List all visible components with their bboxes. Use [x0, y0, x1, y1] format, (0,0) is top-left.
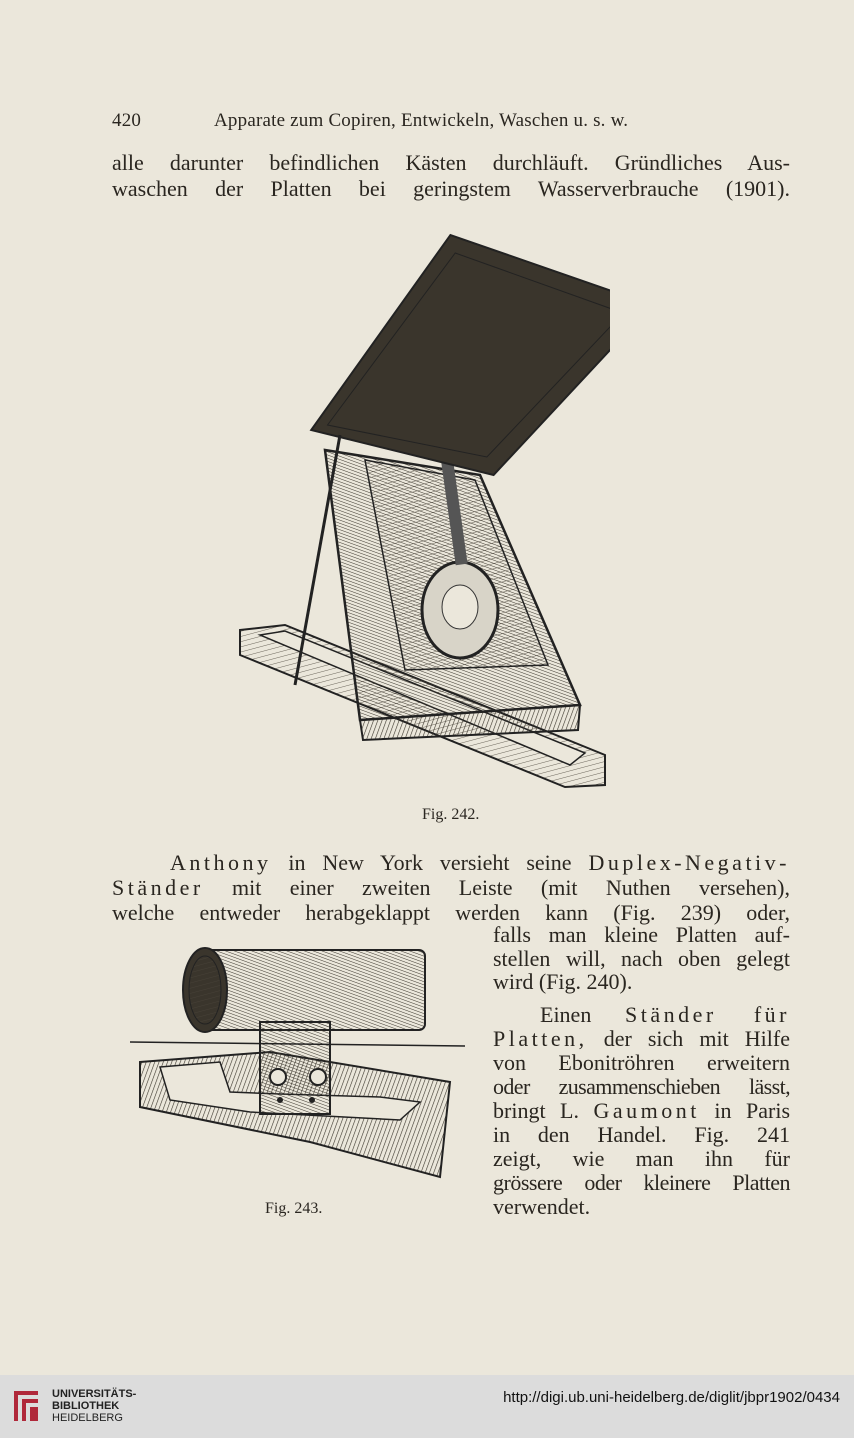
figure-242-illustration [230, 225, 610, 795]
gaumont-line-5: bringt L. Gaumont in Paris [493, 1098, 790, 1123]
library-name: UNIVERSITÄTS- BIBLIOTHEK HEIDELBERG [52, 1388, 137, 1424]
gaumont-line-6: in den Handel. Fig. 241 [493, 1122, 790, 1147]
figure-243-illustration [130, 942, 470, 1187]
anthony-line-5: stellen will, nach oben gelegt [493, 946, 790, 971]
gaumont-line-4: oder zusammenschieben lässt, [493, 1074, 790, 1099]
permalink-url[interactable]: http://digi.ub.uni-heidelberg.de/diglit/jbpr1902/0434 [503, 1389, 840, 1406]
viewer-footer [0, 1375, 854, 1438]
gaumont-line-2: Platten, der sich mit Hilfe [493, 1026, 790, 1051]
anthony-line-2: Ständer mit einer zweiten Leiste (mit Nuthen versehen), [112, 875, 790, 900]
anthony-line-6: wird (Fig. 240). [493, 969, 633, 994]
gaumont-line-1: Einen Ständer für [540, 1002, 790, 1027]
running-title: Apparate zum Copiren, Entwickeln, Waschen u. s. w. [214, 110, 629, 131]
gaumont-line-3: von Ebonitröhren erweitern [493, 1050, 790, 1075]
anthony-line-3: welche entweder herabgeklappt werden kann (Fig. 239) oder, [112, 900, 790, 925]
gaumont-line-7: zeigt, wie man ihn für [493, 1146, 790, 1171]
gaumont-line-8: grössere oder kleinere Platten [493, 1170, 790, 1195]
figure-243-caption: Fig. 243. [265, 1200, 323, 1217]
anthony-line-4: falls man kleine Platten auf- [493, 922, 790, 947]
figure-242-caption: Fig. 242. [422, 806, 480, 823]
university-library-logo-icon[interactable] [8, 1385, 44, 1427]
gaumont-line-9: verwendet. [493, 1194, 591, 1219]
anthony-line-1: Anthony in New York versieht seine Duplex-Negativ- [170, 850, 790, 875]
intro-line-2: waschen der Platten bei geringstem Wasserverbrauche (1901). [112, 176, 790, 201]
page-number: 420 [112, 110, 142, 131]
intro-line-1: alle darunter befindlichen Kästen durchläuft. Gründliches Aus- [112, 150, 790, 175]
